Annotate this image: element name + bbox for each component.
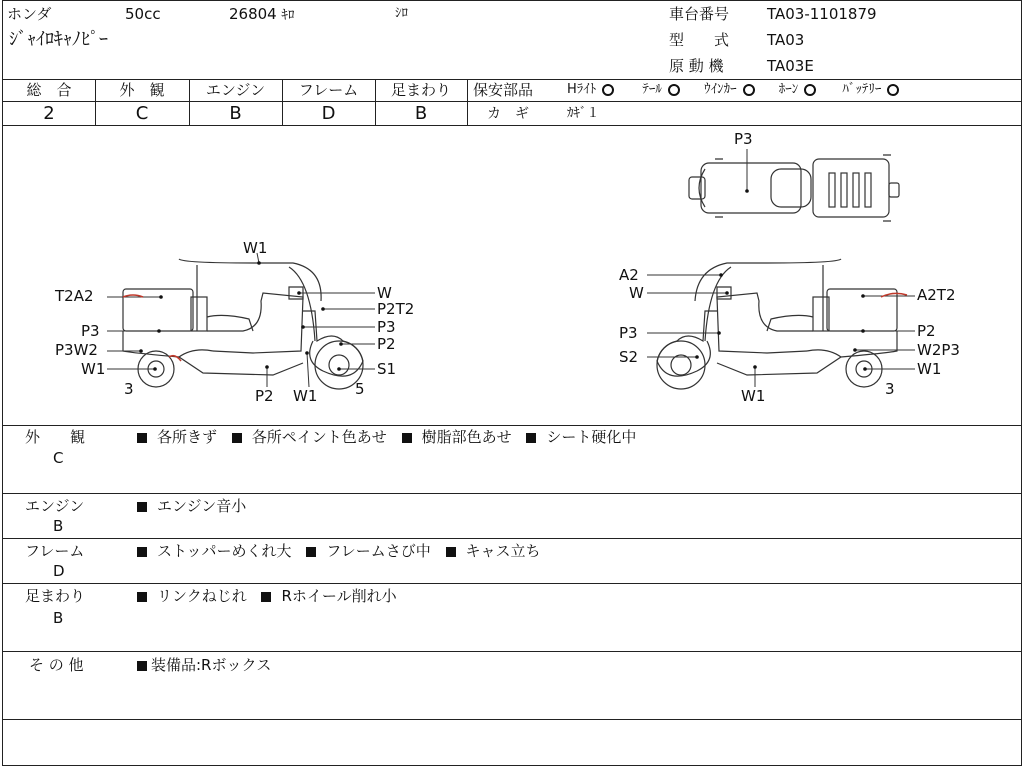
bullet-icon xyxy=(137,661,147,671)
remark-label-other: そ の 他 xyxy=(29,656,84,674)
engine-grade-label: エンジン xyxy=(205,81,266,99)
safety-item-headlight: Hﾗｲﾄ xyxy=(567,83,614,96)
label-a2: A2 xyxy=(619,266,639,284)
safety-item-tail: ﾃｰﾙ xyxy=(642,83,680,96)
maker: ホンダ xyxy=(7,5,52,23)
divider xyxy=(3,583,1021,584)
bullet-icon xyxy=(137,547,147,557)
right-view-scooter xyxy=(657,259,897,389)
color: ｼﾛ xyxy=(395,6,408,21)
divider xyxy=(3,719,1021,720)
exterior-grade: C xyxy=(135,103,149,124)
bullet-icon xyxy=(137,433,147,443)
label-p2t2: P2T2 xyxy=(377,300,415,318)
top-view-scooter xyxy=(689,155,899,221)
type-value: TA03 xyxy=(767,31,805,49)
mileage: 26804 ｷﾛ xyxy=(229,5,295,23)
label-s1: S1 xyxy=(377,360,397,378)
left-view-scooter xyxy=(123,259,363,389)
label-p2-right-view: P2 xyxy=(917,322,936,340)
label-w1-left: W1 xyxy=(81,360,106,378)
bullet-icon xyxy=(402,433,412,443)
remark-grade-exterior: C xyxy=(53,449,64,467)
label-p3-right-view: P3 xyxy=(619,324,638,342)
remark-grade-suspension: B xyxy=(53,609,64,627)
remark-items-engine: エンジン音小 xyxy=(137,499,256,514)
label-w-right: W xyxy=(629,284,644,302)
bullet-icon xyxy=(446,547,456,557)
label-p3: P3 xyxy=(81,322,100,340)
safety-item-horn: ﾎｰﾝ xyxy=(779,83,817,96)
label-w1-right-bottom: W1 xyxy=(741,387,766,405)
frame-no: TA03-1101879 xyxy=(767,5,877,23)
label-3-right: 3 xyxy=(885,380,895,398)
label-5: 5 xyxy=(355,380,365,398)
label-w1-right: W1 xyxy=(917,360,942,378)
suspension-grade: B xyxy=(414,103,428,124)
frame-grade-label: フレーム xyxy=(298,81,359,99)
engine-label: 原 動 機 xyxy=(669,57,724,75)
engine-value: TA03E xyxy=(767,57,814,75)
bullet-icon xyxy=(137,502,147,512)
label-s2: S2 xyxy=(619,348,639,366)
key-value: ｶｷﾞ１ xyxy=(567,106,600,121)
remark-items-other: 装備品:Rボックス xyxy=(137,658,281,673)
frame-grade: D xyxy=(321,103,336,124)
remark-items-suspension: リンクねじれ Rホイール削れ小 xyxy=(137,589,407,604)
bullet-icon xyxy=(232,433,242,443)
frame-no-label: 車台番号 xyxy=(669,5,730,23)
bullet-icon xyxy=(261,592,271,602)
key-label: カ ギ xyxy=(487,106,529,122)
inspection-sheet xyxy=(2,0,1022,766)
bullet-icon xyxy=(526,433,536,443)
label-w: W xyxy=(377,284,392,302)
label-top-p3: P3 xyxy=(734,130,753,148)
label-3-left: 3 xyxy=(124,380,134,398)
type-label: 型 式 xyxy=(669,31,730,49)
safety-item-winker: ｳｲﾝｶｰ xyxy=(704,83,755,96)
exterior-label: 外 観 xyxy=(119,81,165,99)
divider xyxy=(3,493,1021,494)
remark-items-exterior: 各所きず 各所ペイント色あせ 樹脂部色あせ シート硬化中 xyxy=(137,430,646,445)
displacement: 50cc xyxy=(125,5,161,23)
divider xyxy=(3,538,1021,539)
label-p3w2: P3W2 xyxy=(55,341,98,359)
label-t2a2: T2A2 xyxy=(55,287,94,305)
model-name: ｼﾞｬｲﾛｷｬﾉﾋﾟｰ xyxy=(9,29,108,50)
label-p3-right: P3 xyxy=(377,318,396,336)
bullet-icon xyxy=(137,592,147,602)
label-p2-right: P2 xyxy=(377,335,396,353)
label-p2-bottom: P2 xyxy=(255,387,274,405)
label-w1-bottom: W1 xyxy=(293,387,318,405)
engine-grade: B xyxy=(229,103,242,124)
remark-label-engine: エンジン xyxy=(25,497,85,515)
divider xyxy=(3,425,1021,426)
label-w2p3: W2P3 xyxy=(917,341,960,359)
remark-label-suspension: 足まわり xyxy=(25,587,86,605)
remark-label-frame: フレーム xyxy=(25,542,85,560)
remark-label-exterior: 外 観 xyxy=(25,428,86,446)
damage-marks xyxy=(123,293,907,361)
remark-grade-frame: D xyxy=(53,562,65,580)
safety-item-battery: ﾊﾞｯﾃﾘｰ xyxy=(842,83,899,96)
overall-label: 総 合 xyxy=(26,81,72,99)
divider xyxy=(3,651,1021,652)
suspension-grade-label: 足まわり xyxy=(390,81,451,99)
label-w1-top: W1 xyxy=(243,239,268,257)
overall-grade: 2 xyxy=(43,103,55,124)
bullet-icon xyxy=(306,547,316,557)
scooter-diagram xyxy=(3,1,1021,425)
remark-grade-engine: B xyxy=(53,517,64,535)
remark-items-frame: ストッパーめくれ大 フレームさび中 キャス立ち xyxy=(137,544,551,559)
label-a2t2: A2T2 xyxy=(917,286,956,304)
safety-label: 保安部品 xyxy=(473,81,534,99)
